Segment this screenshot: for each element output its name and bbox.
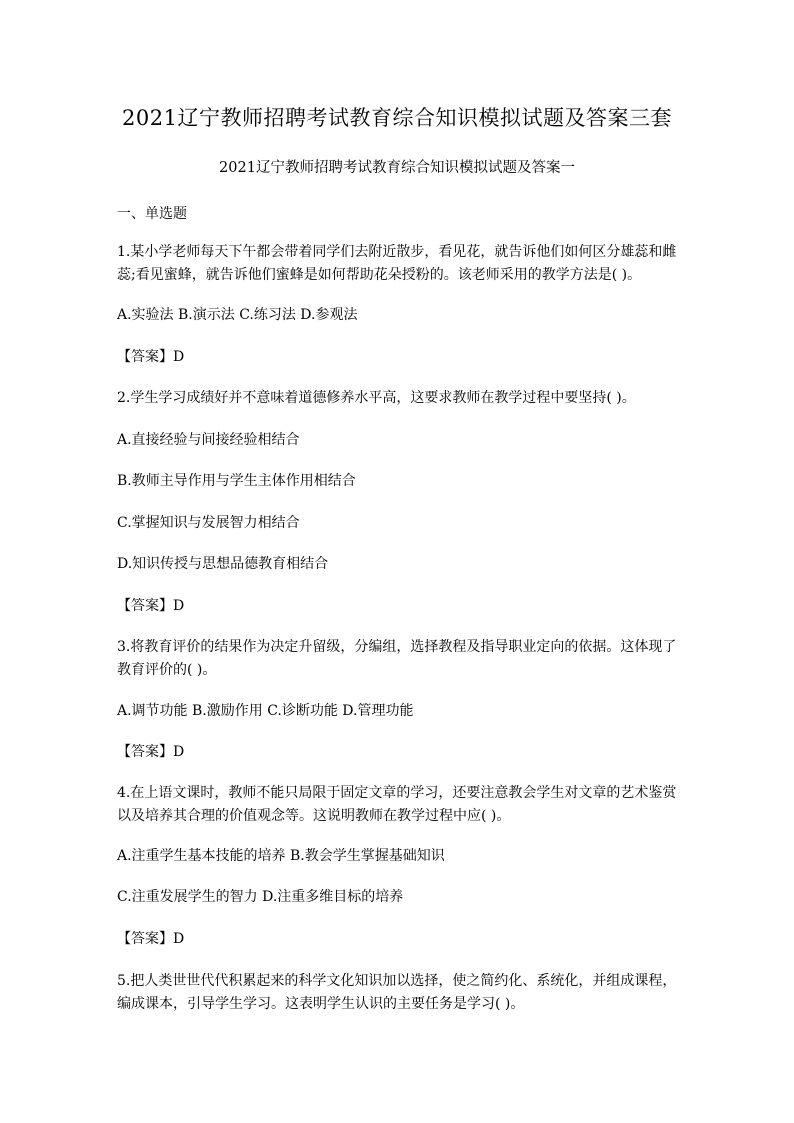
question-1-stem: 1.某小学老师每天下午都会带着同学们去附近散步，看见花，就告诉他们如何区分雄蕊和雌蕊;看见蜜蜂，就告诉他们蜜蜂是如何帮助花朵授粉的。该老师采用的教学方法是( )。 [117,244,677,283]
question-3-options: A.调节功能 B.激励作用 C.诊断功能 D.管理功能 [117,703,414,719]
question-1-options: A.实验法 B.演示法 C.练习法 D.参观法 [117,307,358,323]
section-heading: 一、单选题 [117,206,187,222]
question-2-option-b: B.教师主导作用与学生主体作用相结合 [117,473,356,489]
document-subtitle: 2021辽宁教师招聘考试教育综合知识模拟试题及答案一 [219,160,575,176]
question-2-option-c: C.掌握知识与发展智力相结合 [117,515,300,531]
question-2-stem: 2.学生学习成绩好并不意味着道德修养水平高，这要求教师在教学过程中要坚持( )。 [117,390,636,406]
question-2-option-d: D.知识传授与思想品德教育相结合 [117,556,329,572]
question-4-options-2: C.注重发展学生的智力 D.注重多维目标的培养 [117,889,404,905]
question-4-answer: 【答案】D [117,931,185,947]
question-4-stem: 4.在上语文课时，教师不能只局限于固定文章的学习，还要注意教会学生对文章的艺术鉴赏以及培养其合理的价值观念等。这说明教师在教学过程中应( )。 [117,785,677,824]
question-3-stem: 3.将教育评价的结果作为决定升留级，分编组，选择教程及指导职业定向的依据。这体现了教育评价的( )。 [117,639,677,678]
question-1-answer: 【答案】D [117,349,185,365]
question-2-option-a: A.直接经验与间接经验相结合 [117,432,300,448]
question-2-answer: 【答案】D [117,598,185,614]
question-4-options-1: A.注重学生基本技能的培养 B.教会学生掌握基础知识 [117,848,445,864]
question-3-answer: 【答案】D [117,744,185,760]
question-5-stem: 5.把人类世世代代积累起来的科学文化知识加以选择，使之简约化、系统化，并组成课程，编成课本，引导学生学习。这表明学生认识的主要任务是学习( )。 [117,973,677,1012]
document-title: 2021辽宁教师招聘考试教育综合知识模拟试题及答案三套 [122,106,672,130]
